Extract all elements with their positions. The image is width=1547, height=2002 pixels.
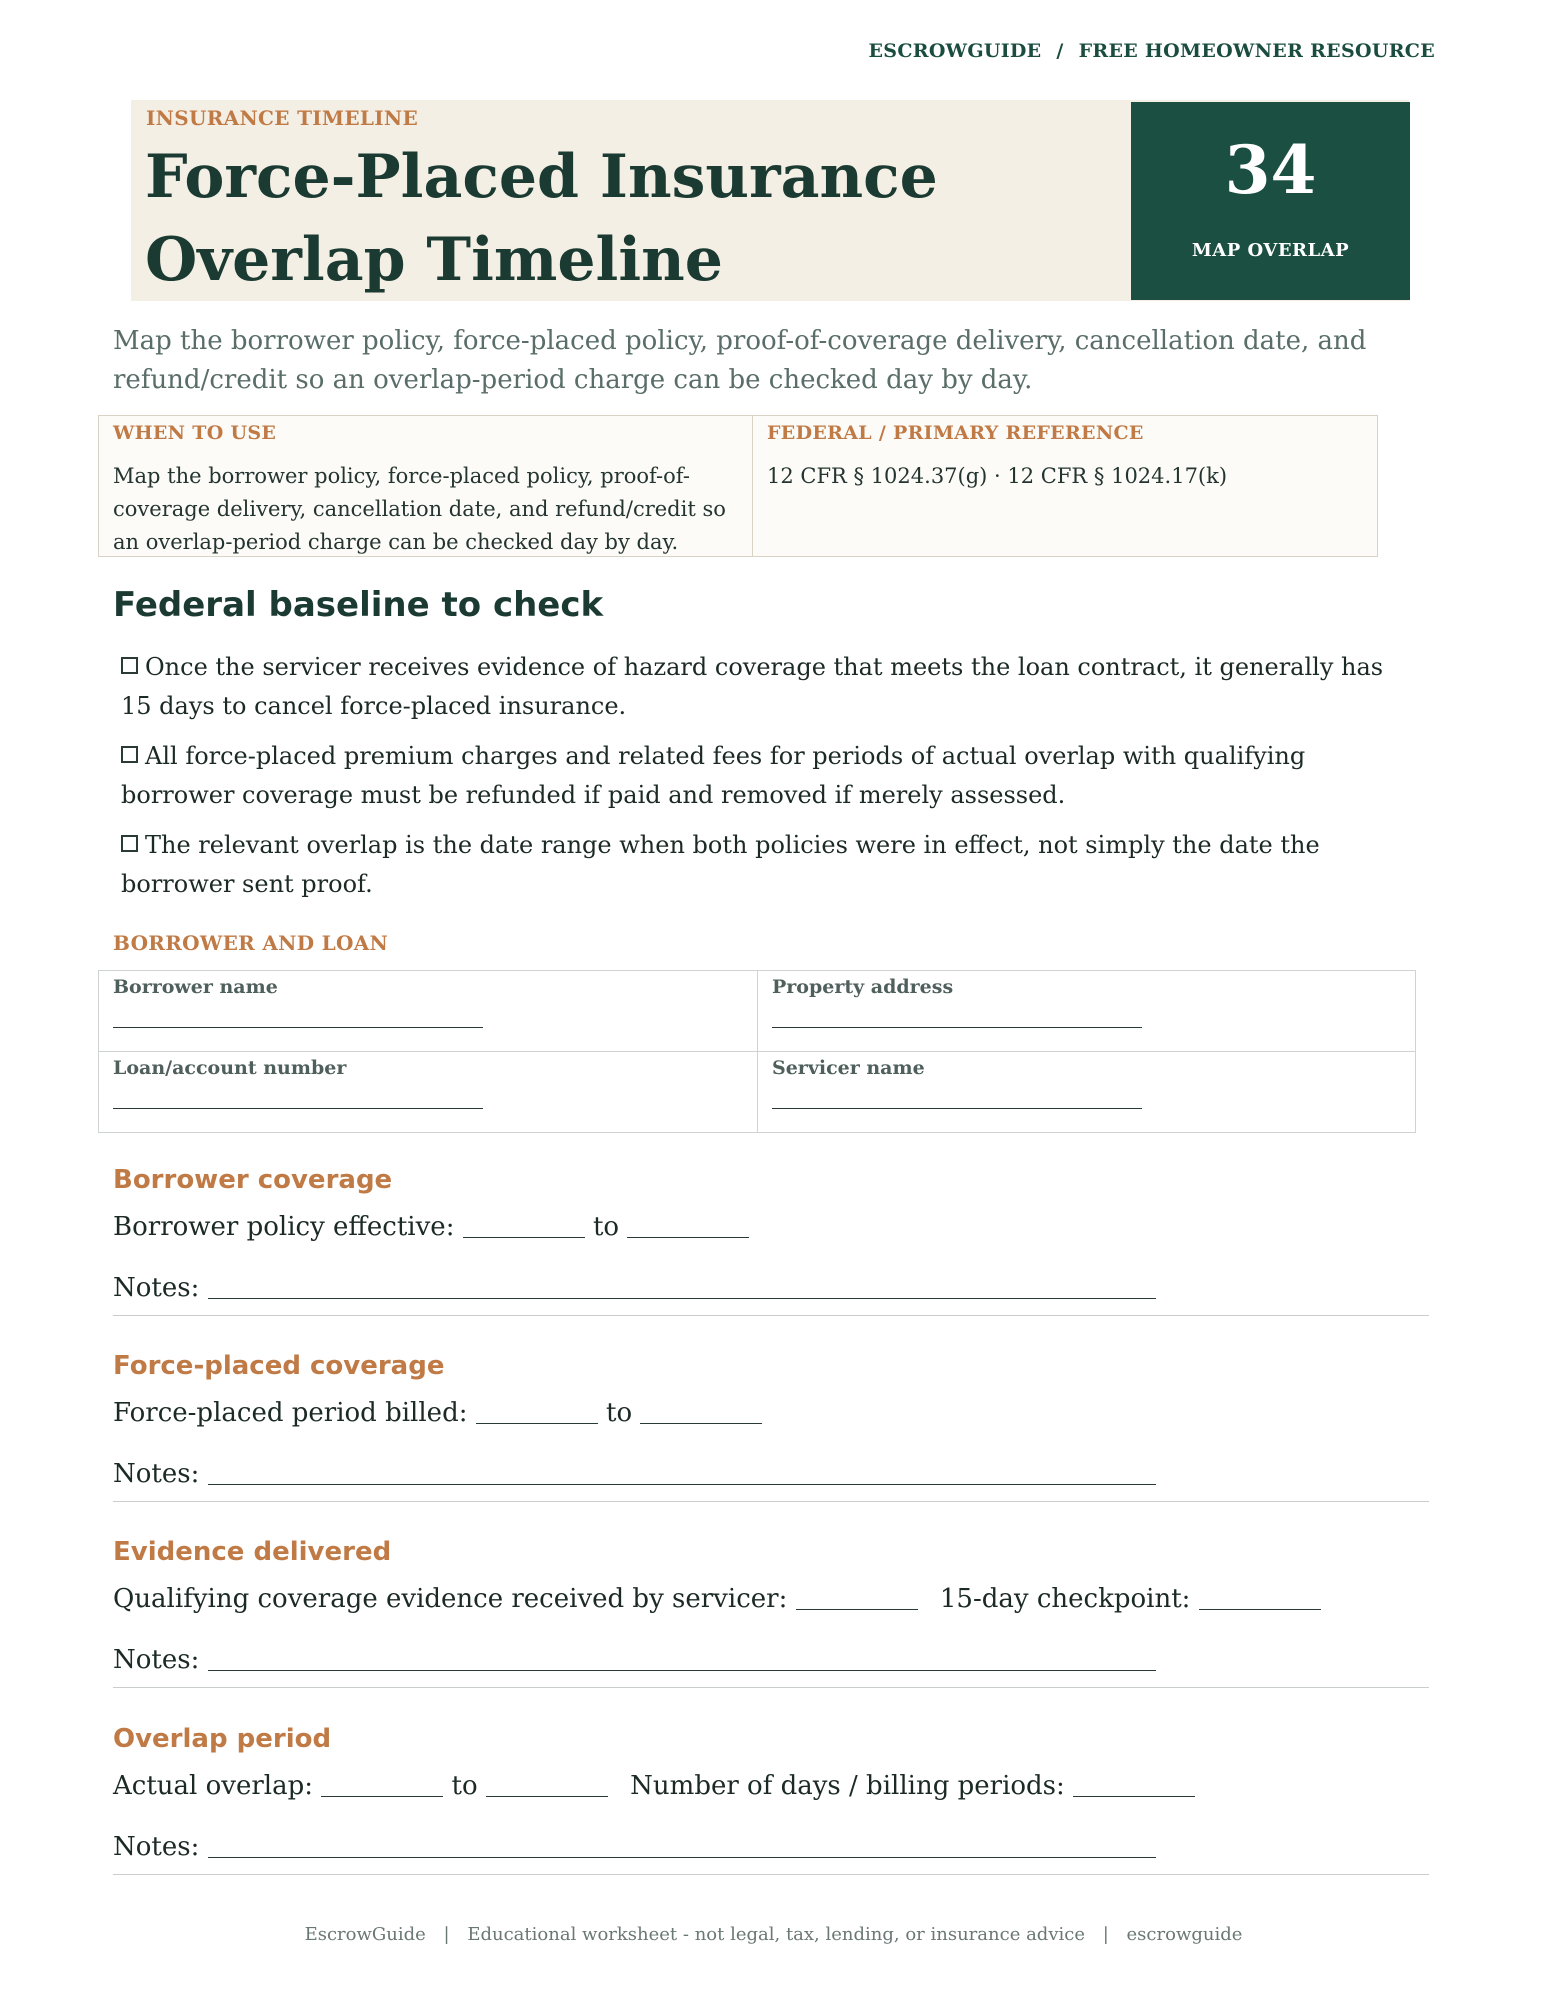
brand-name: ESCROWGUIDE [868,40,1042,62]
page-title: Force-Placed Insurance Overlap Timeline [145,142,938,295]
borrower-coverage-section [113,1165,1429,1316]
field-loan-number [99,1052,758,1133]
date-blank[interactable] [1199,1583,1321,1610]
notes-row [113,1270,1429,1306]
checklist-item [121,826,1421,904]
loan-number-blank[interactable] [113,1108,483,1109]
notes-label: Notes: [113,1645,200,1675]
checkbox[interactable] [121,746,138,763]
servicer-name-blank[interactable] [772,1108,1142,1109]
checklist-item-text: Once the servicer receives evidence of hazard coverage that meets the loan contract, it generally has 15 days to cancel force-placed insurance. [121,653,1384,720]
notes-row [113,1829,1429,1865]
row-label: Qualifying coverage evidence received by servicer: [113,1584,788,1614]
notes-label: Notes: [113,1273,200,1303]
field-borrower-name [99,971,758,1052]
row-label: Force-placed period billed: [113,1398,468,1428]
borrower-loan-label: BORROWER AND LOAN [113,931,389,955]
section-title: Force-placed coverage [113,1351,445,1381]
worksheet-number: 34 [1224,131,1317,209]
field-label: Servicer name [772,1056,925,1079]
footer-separator: | [1102,1924,1109,1945]
when-to-use-cell [99,416,753,556]
notes-blank[interactable] [208,1458,1156,1485]
notes-label: Notes: [113,1832,200,1862]
borrower-policy-row [113,1209,1429,1245]
field-property-address [758,971,1415,1052]
field-label: Borrower name [113,976,278,998]
reference-text: 12 CFR § 1024.37(g) · 12 CFR § 1024.17(k) [767,464,1228,488]
date-blank[interactable] [463,1211,585,1238]
date-blank[interactable] [321,1770,443,1797]
force-period-row [113,1395,1429,1431]
to-label: to [592,1212,620,1242]
brand-tagline: FREE HOMEOWNER RESOURCE [1078,40,1435,62]
borrower-name-blank[interactable] [113,1027,483,1028]
when-to-use-text: Map the borrower policy, force-placed policy, proof-of-coverage delivery, cancellation date, and refund/credit so an overlap-period charge can be checked day by day. [113,464,726,554]
notes-blank[interactable] [208,1831,1156,1858]
checklist-item [121,737,1421,815]
overlap-section [113,1724,1429,1875]
checkbox[interactable] [121,657,138,674]
footer-separator: | [443,1924,450,1945]
evidence-row [113,1581,1429,1617]
when-to-use-label: WHEN TO USE [113,422,277,444]
days-label: Number of days / billing periods: [630,1771,1065,1801]
reference-cell [753,416,1377,556]
to-label: to [451,1771,478,1801]
row-label: Borrower policy effective: [113,1212,455,1242]
baseline-heading: Federal baseline to check [113,585,604,625]
brand-separator: / [1056,40,1064,62]
worksheet-badge-label: MAP OVERLAP [1191,240,1350,261]
notes-blank[interactable] [208,1272,1156,1299]
field-label: Property address [772,976,954,998]
checklist-item [121,648,1421,726]
page-footer [0,1924,1547,1945]
notes-row [113,1456,1429,1492]
field-servicer-name [758,1052,1415,1133]
footer-disclaimer: Educational worksheet - not legal, tax, lending, or insurance advice [467,1924,1085,1945]
borrower-loan-grid [98,970,1416,1133]
section-title: Evidence delivered [113,1537,392,1567]
checkpoint-label: 15-day checkpoint: [939,1584,1191,1614]
date-blank[interactable] [640,1397,762,1424]
baseline-checklist [121,648,1421,915]
date-blank[interactable] [486,1770,608,1797]
section-title: Overlap period [113,1724,332,1754]
row-label: Actual overlap: [113,1771,313,1801]
footer-brand: EscrowGuide [304,1924,426,1945]
page-subtitle: Map the borrower policy, force-placed policy, proof-of-coverage delivery, cancellation date, and refund/credit so an overlap-period charge can be checked day by day. [113,326,1367,395]
overlap-row [113,1768,1429,1804]
notes-label: Notes: [113,1459,200,1489]
section-title: Borrower coverage [113,1165,393,1195]
date-blank[interactable] [476,1397,598,1424]
property-address-blank[interactable] [772,1027,1142,1028]
notes-row [113,1642,1429,1678]
footer-site: escrowguide [1126,1924,1243,1945]
to-label: to [606,1398,633,1428]
checklist-item-text: All force-placed premium charges and related fees for periods of actual overlap with qualifying borrower coverage must be refunded if paid and removed if merely assessed. [121,742,1306,809]
date-blank[interactable] [627,1211,749,1238]
force-placed-section [113,1351,1429,1502]
checkbox[interactable] [121,835,138,852]
top-bar [869,40,1435,62]
days-blank[interactable] [1073,1770,1195,1797]
field-label: Loan/account number [113,1056,347,1079]
date-blank[interactable] [796,1583,918,1610]
evidence-section [113,1537,1429,1688]
header-eyebrow: INSURANCE TIMELINE [146,106,419,130]
reference-label: FEDERAL / PRIMARY REFERENCE [767,422,1144,444]
info-table [98,415,1378,557]
checklist-item-text: The relevant overlap is the date range when both policies were in effect, not simply the date the borrower sent proof. [121,831,1320,898]
notes-blank[interactable] [208,1644,1156,1671]
worksheet-badge [1131,102,1410,300]
